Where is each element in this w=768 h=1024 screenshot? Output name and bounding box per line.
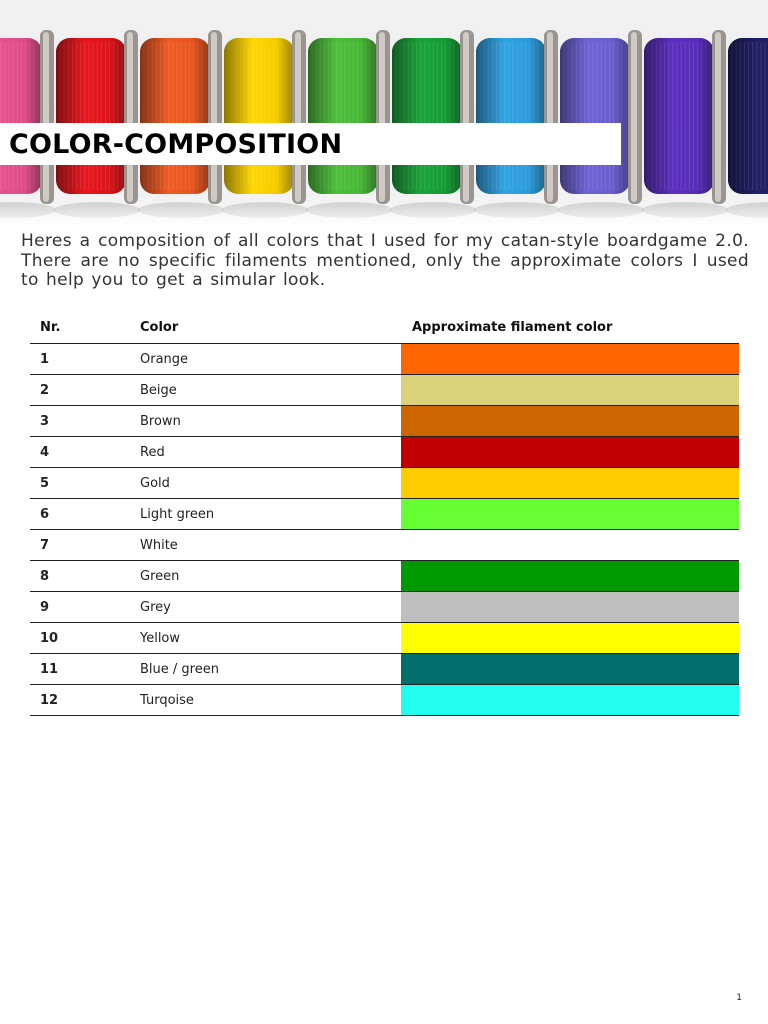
row-color-name: Grey (140, 599, 171, 615)
table-row (30, 344, 739, 375)
table-row (30, 530, 739, 561)
row-color-name: Brown (140, 413, 181, 429)
color-swatch (401, 406, 739, 436)
color-swatch (401, 623, 739, 653)
row-swatch-cell (401, 561, 739, 591)
color-table (30, 312, 739, 716)
row-nr-text: 1 (40, 351, 50, 367)
header-banner (0, 0, 768, 228)
color-swatch (401, 685, 739, 715)
table-row (30, 685, 739, 716)
spool (726, 30, 768, 218)
page-number: 1 (736, 993, 742, 1003)
color-swatch (401, 499, 739, 529)
row-color-name: Yellow (140, 630, 181, 646)
row-swatch-cell (401, 654, 739, 684)
row-swatch-cell (401, 592, 739, 622)
row-nr-text: 5 (40, 475, 50, 491)
row-nr (30, 530, 140, 560)
intro-paragraph: Heres a composition of all colors that I used for my catan-style boardgame 2.0. There are no specific filaments mentioned, only the approximate colors I used to help you to get a simular look. (21, 231, 749, 291)
title-box (0, 123, 621, 165)
row-color-name: Green (140, 568, 180, 584)
row-swatch-cell (401, 437, 739, 467)
row-nr (30, 437, 140, 467)
table-row (30, 654, 739, 685)
row-nr (30, 406, 140, 436)
color-swatch (401, 561, 739, 591)
header-approximate-color: Approximate filament color (412, 320, 613, 335)
row-nr (30, 499, 140, 529)
color-swatch (401, 530, 739, 560)
row-swatch-cell (401, 406, 739, 436)
row-nr (30, 623, 140, 653)
table-body (30, 344, 739, 716)
row-nr-text: 6 (40, 506, 50, 522)
row-nr (30, 561, 140, 591)
row-nr-text: 7 (40, 537, 50, 553)
row-color-name: Beige (140, 382, 177, 398)
row-nr-text: 2 (40, 382, 50, 398)
row-color-name: Light green (140, 506, 215, 522)
table-row (30, 592, 739, 623)
row-nr (30, 654, 140, 684)
row-color-name: Red (140, 444, 165, 460)
row-nr-text: 9 (40, 599, 50, 615)
table-row (30, 468, 739, 499)
row-color-name: Orange (140, 351, 189, 367)
row-color-name: White (140, 537, 178, 553)
row-swatch-cell (401, 685, 739, 715)
color-swatch (401, 654, 739, 684)
table-row (30, 375, 739, 406)
table-row (30, 499, 739, 530)
color-swatch (401, 375, 739, 405)
row-swatch-cell (401, 375, 739, 405)
row-nr-text: 10 (40, 630, 59, 646)
row-nr-text: 4 (40, 444, 50, 460)
row-swatch-cell (401, 468, 739, 498)
row-swatch-cell (401, 344, 739, 374)
row-nr (30, 344, 140, 374)
page-title: COLOR-COMPOSITION (9, 128, 343, 160)
row-nr (30, 468, 140, 498)
row-color-name: Blue / green (140, 661, 219, 677)
color-swatch (401, 468, 739, 498)
row-nr-text: 3 (40, 413, 50, 429)
filament-spools-image (0, 0, 768, 228)
header-color: Color (140, 320, 179, 335)
row-nr-text: 11 (40, 661, 59, 677)
table-row (30, 437, 739, 468)
color-swatch (401, 344, 739, 374)
table-row (30, 623, 739, 654)
table-row (30, 561, 739, 592)
row-swatch-cell (401, 623, 739, 653)
table-header-row (30, 312, 739, 344)
row-nr-text: 8 (40, 568, 50, 584)
header-nr: Nr. (40, 320, 61, 335)
row-nr-text: 12 (40, 692, 59, 708)
row-nr (30, 685, 140, 715)
table-row (30, 406, 739, 437)
row-color-name: Turqoise (140, 692, 194, 708)
row-color-name: Gold (140, 475, 170, 491)
color-swatch (401, 437, 739, 467)
spool (642, 30, 728, 218)
row-nr (30, 375, 140, 405)
row-swatch-cell (401, 530, 739, 560)
row-swatch-cell (401, 499, 739, 529)
row-nr (30, 592, 140, 622)
color-swatch (401, 592, 739, 622)
